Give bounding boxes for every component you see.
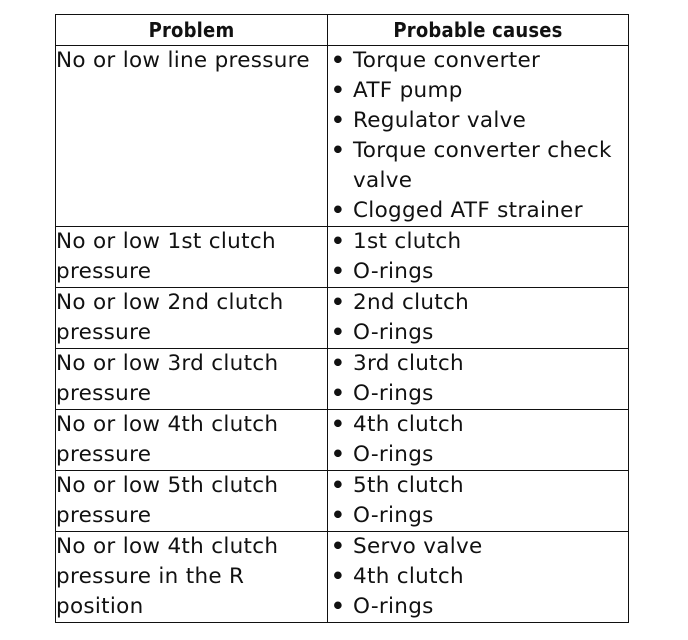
cause-text: O-rings (353, 320, 434, 345)
cause-text: Torque converter check valve (353, 138, 612, 193)
bullet-icon: • (331, 442, 346, 467)
cause-text: O-rings (353, 442, 434, 467)
cause-list-item (328, 410, 628, 440)
problem-cell: No or low 5th clutch pressure (56, 471, 328, 532)
cause-list-item (328, 257, 628, 287)
cause-text: 4th clutch (353, 564, 464, 589)
bullet-icon: • (331, 138, 346, 163)
causes-cell (328, 532, 629, 623)
cause-text: O-rings (353, 381, 434, 406)
cause-text: 2nd clutch (353, 290, 470, 315)
problem-cell: No or low line pressure (56, 46, 328, 227)
cause-list-item (328, 196, 628, 226)
cause-list-item (328, 46, 628, 76)
bullet-icon: • (331, 564, 346, 589)
bullet-icon: • (331, 594, 346, 619)
cause-text: 5th clutch (353, 473, 464, 498)
bullet-icon: • (331, 290, 346, 315)
table-row (56, 349, 629, 410)
header-row (56, 15, 629, 46)
cause-list-item (328, 106, 628, 136)
causes-cell (328, 288, 629, 349)
bullet-icon: • (331, 320, 346, 345)
causes-list (328, 227, 628, 287)
problem-cell: No or low 4th clutch pressure (56, 410, 328, 471)
table-row (56, 46, 629, 227)
cause-text: Torque converter (353, 48, 541, 73)
cause-list-item (328, 76, 628, 106)
problem-column-header: Problem (56, 15, 328, 46)
bullet-icon: • (331, 48, 346, 73)
table-row (56, 410, 629, 471)
cause-list-item (328, 592, 628, 622)
table-row (56, 288, 629, 349)
cause-text: Regulator valve (353, 108, 527, 133)
bullet-icon: • (331, 381, 346, 406)
troubleshooting-table-wrapper (55, 14, 628, 623)
bullet-icon: • (331, 198, 346, 223)
bullet-icon: • (331, 78, 346, 103)
cause-list-item (328, 136, 628, 196)
causes-cell (328, 46, 629, 227)
cause-list-item (328, 562, 628, 592)
cause-text: O-rings (353, 259, 434, 284)
bullet-icon: • (331, 473, 346, 498)
troubleshooting-table (55, 14, 629, 623)
cause-text: O-rings (353, 503, 434, 528)
cause-text: 1st clutch (353, 229, 462, 254)
causes-cell (328, 227, 629, 288)
cause-list-item (328, 532, 628, 562)
cause-list-item (328, 288, 628, 318)
cause-text: 3rd clutch (353, 351, 464, 376)
causes-cell (328, 410, 629, 471)
cause-list-item (328, 379, 628, 409)
table-row (56, 227, 629, 288)
cause-text: O-rings (353, 594, 434, 619)
bullet-icon: • (331, 534, 346, 559)
table-row (56, 532, 629, 623)
bullet-icon: • (331, 351, 346, 376)
causes-list (328, 349, 628, 409)
cause-text: Servo valve (353, 534, 483, 559)
causes-list (328, 288, 628, 348)
causes-cell (328, 471, 629, 532)
causes-column-header: Probable causes (328, 15, 629, 46)
problem-cell: No or low 4th clutch pressure in the R position (56, 532, 328, 623)
bullet-icon: • (331, 259, 346, 284)
cause-text: ATF pump (353, 78, 463, 103)
causes-list (328, 471, 628, 531)
bullet-icon: • (331, 229, 346, 254)
cause-list-item (328, 318, 628, 348)
causes-list (328, 532, 628, 622)
bullet-icon: • (331, 108, 346, 133)
cause-list-item (328, 440, 628, 470)
cause-list-item (328, 471, 628, 501)
cause-text: Clogged ATF strainer (353, 198, 583, 223)
cause-list-item (328, 227, 628, 257)
cause-text: 4th clutch (353, 412, 464, 437)
cause-list-item (328, 501, 628, 531)
problem-cell: No or low 1st clutch pressure (56, 227, 328, 288)
cause-list-item (328, 349, 628, 379)
bullet-icon: • (331, 412, 346, 437)
table-row (56, 471, 629, 532)
table-body (56, 46, 629, 623)
causes-list (328, 410, 628, 470)
causes-cell (328, 349, 629, 410)
problem-cell: No or low 3rd clutch pressure (56, 349, 328, 410)
bullet-icon: • (331, 503, 346, 528)
causes-list (328, 46, 628, 226)
problem-cell: No or low 2nd clutch pressure (56, 288, 328, 349)
